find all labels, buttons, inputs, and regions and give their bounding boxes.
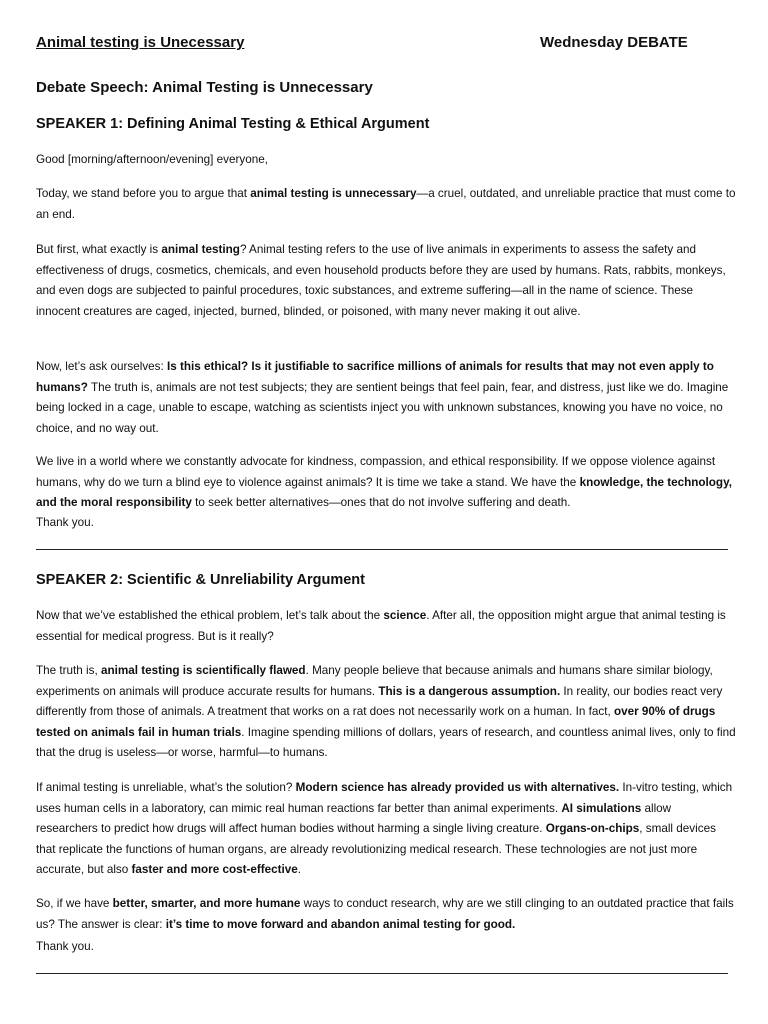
- text-run: . After all, the opposition might argue that animal testing is essential for medical progress. But is it really?: [36, 609, 726, 643]
- speaker2-paragraph-1: [36, 606, 736, 647]
- bold-run: faster and more cost-effective: [131, 863, 298, 876]
- text-run: , small devices that replicate the functions of human organs, are already revolutionizing medical research. These technologies are not just more accurate, but also: [36, 822, 716, 876]
- speaker1-paragraph-2: [36, 240, 736, 322]
- text-run: So, if we have: [36, 897, 113, 910]
- section-divider: [36, 973, 728, 974]
- text-run: to seek better alternatives—ones that do not involve suffering and death.: [191, 496, 571, 509]
- bold-run: science: [383, 609, 427, 622]
- text-run: The truth is, animals are not test subjects; they are sentient beings that feel pain, fear, and distress, just like we do. Imagine being locked in a cage, unable to escape, watching as scientists inject you with unknown substances, knowing you have no voice, no choice, and no way out.: [36, 380, 729, 435]
- speaker1-paragraph-4: [36, 452, 736, 514]
- speaker1-greeting: Good [morning/afternoon/evening] everyone,: [36, 153, 268, 166]
- document-title: Debate Speech: Animal Testing is Unnecessary: [36, 79, 373, 96]
- bold-run: knowledge, the technology, and the moral responsibility: [36, 475, 732, 509]
- speaker2-paragraph-3: [36, 778, 736, 881]
- speaker1-thanks: Thank you.: [36, 516, 94, 529]
- header-left-title: Animal testing is Unecessary: [36, 34, 245, 51]
- bold-run: AI simulations: [561, 801, 642, 815]
- text-run: ways to conduct research, why are we still clinging to an outdated practice that fails us? The answer is clear:: [36, 897, 734, 931]
- bold-run: animal testing is scientifically flawed: [100, 664, 306, 677]
- speaker2-thanks: Thank you.: [36, 940, 94, 953]
- text-run: ? Animal testing refers to the use of live animals in experiments to assess the safety and effectiveness of drugs, cosmetics, chemicals, and even household products before they are used by humans. Rats, rabbits, monkeys, and even dogs are subjected to painful procedures, toxic substances, and extreme suffering—all in the name of science. These innocent creatures are caged, injected, burned, blinded, or poisoned, with many never making it out alive.: [36, 243, 726, 318]
- text-run: Now, let’s ask ourselves:: [36, 360, 167, 373]
- text-run: We live in a world where we constantly advocate for kindness, compassion, and ethical responsibility. If we oppose violence against humans, why do we turn a blind eye to violence against animals? It is time we take a stand. We have the: [36, 455, 716, 489]
- bold-run: animal testing is unnecessary: [250, 187, 417, 200]
- bold-run: it’s time to move forward and abandon animal testing for good.: [165, 917, 516, 931]
- bold-run: Modern science has already provided us with alternatives.: [295, 781, 620, 794]
- speaker1-paragraph-3: [36, 357, 736, 439]
- text-run: In reality, our bodies react very differently from those of animals. A treatment that works on a rat does not necessarily work on a human. In fact,: [36, 684, 723, 718]
- text-run: The truth is,: [36, 664, 101, 677]
- bold-run: better, smarter, and more humane: [112, 897, 301, 910]
- text-run: . Imagine spending millions of dollars, years of research, and countless animal lives, only to find that the drug is useless—or worse, harmful—to humans.: [36, 725, 736, 759]
- text-run: —a cruel, outdated, and unreliable practice that must come to an end.: [36, 187, 736, 221]
- bold-run: Is this ethical? Is it justifiable to sacrifice millions of animals for results that may not even apply to humans?: [36, 360, 714, 394]
- text-run: .: [297, 863, 302, 876]
- text-run: . Many people believe that because animals and humans share similar biology, experiments on animals will produce accurate results for humans.: [36, 664, 713, 698]
- bold-run: Organs-on-chips: [545, 822, 640, 835]
- bold-run: over 90% of drugs tested on animals fail in human trials: [36, 705, 716, 739]
- speaker1-paragraph-1: [36, 184, 736, 225]
- bold-run: This is a dangerous assumption.: [378, 684, 561, 698]
- text-run: But first, what exactly is: [36, 243, 162, 256]
- speaker2-paragraph-2: [36, 661, 736, 764]
- speaker2-heading: SPEAKER 2: Scientific & Unreliability Argument: [36, 572, 365, 588]
- speaker2-paragraph-4: [36, 894, 736, 935]
- text-run: If animal testing is unreliable, what’s the solution?: [36, 781, 296, 794]
- bold-run: animal testing: [161, 243, 240, 256]
- text-run: In-vitro testing, which uses human cells in a laboratory, can mimic real human reactions far better than animal experiments.: [36, 781, 733, 815]
- speaker1-heading: SPEAKER 1: Defining Animal Testing & Ethical Argument: [36, 116, 430, 132]
- text-run: allow researchers to predict how drugs will affect human bodies without harming a single living creature.: [36, 801, 672, 835]
- text-run: Today, we stand before you to argue that: [36, 187, 251, 200]
- header-right-title: Wednesday DEBATE: [540, 34, 688, 51]
- section-divider: [36, 549, 728, 550]
- text-run: Now that we’ve established the ethical problem, let’s talk about the: [36, 609, 384, 622]
